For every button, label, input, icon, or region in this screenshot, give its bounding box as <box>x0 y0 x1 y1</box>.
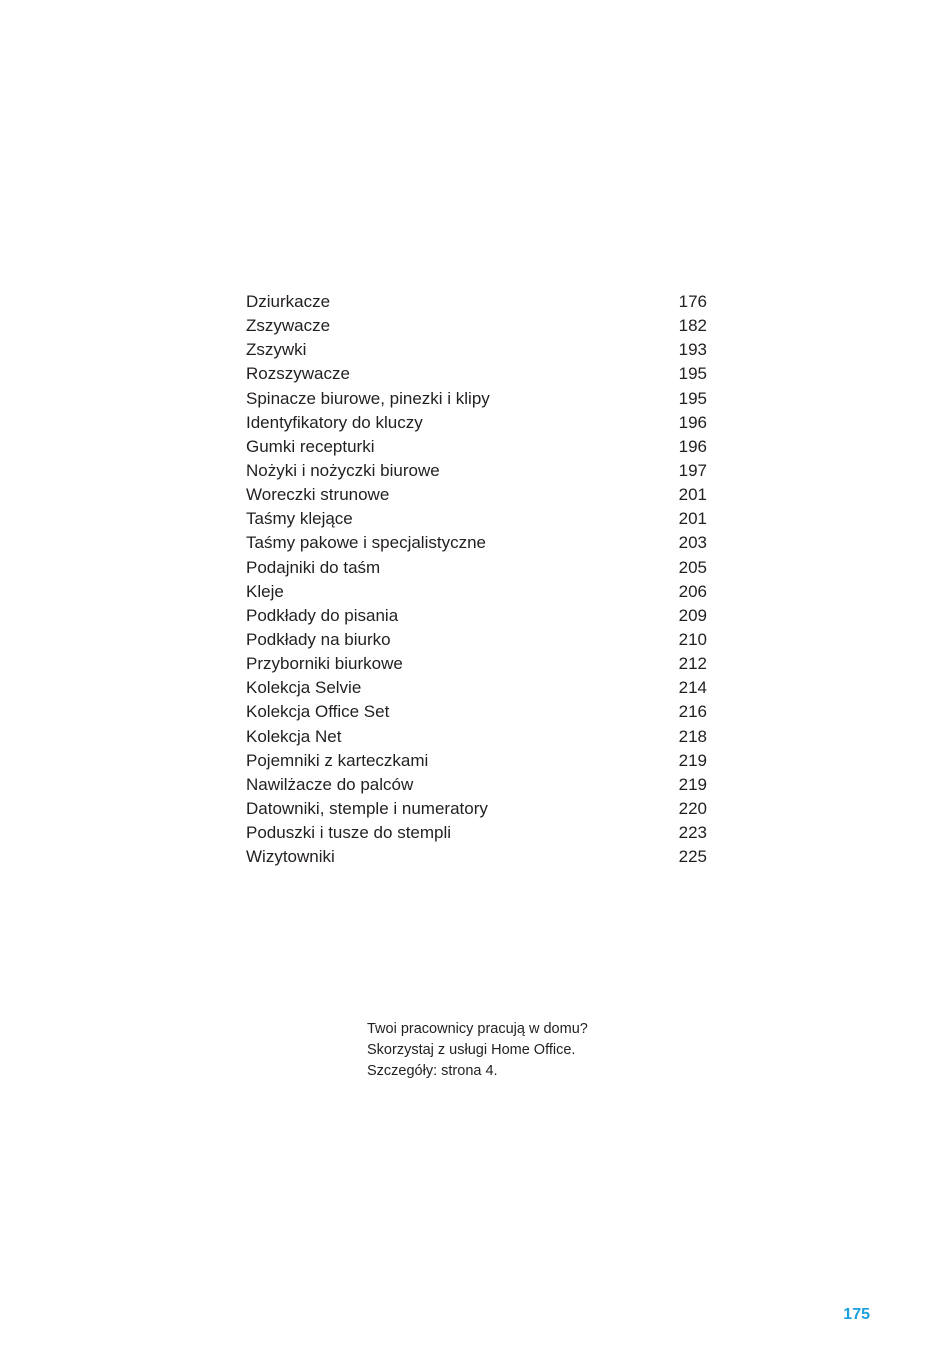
toc-entry[interactable] <box>246 773 707 797</box>
toc-entry-page: 201 <box>678 485 707 505</box>
toc-entry-title: Podkłady na biurko <box>246 629 391 649</box>
toc-entry[interactable] <box>246 556 707 580</box>
toc-entry-title: Taśmy pakowe i specjalistyczne <box>246 533 486 553</box>
toc-entry-page: 218 <box>678 726 707 746</box>
toc-entry-title: Datowniki, stemple i numeratory <box>246 798 488 818</box>
toc-entry-page: 195 <box>678 388 707 408</box>
toc-entry[interactable] <box>246 725 707 749</box>
toc-entry[interactable] <box>246 652 707 676</box>
toc-entry-title: Kolekcja Net <box>246 726 342 746</box>
toc-entry-title: Nawilżacze do palców <box>246 774 414 794</box>
toc-entry-title: Rozszywacze <box>246 364 350 384</box>
toc-entry-page: 225 <box>678 847 707 867</box>
toc-entry-page: 206 <box>678 581 707 601</box>
toc-entry-page: 205 <box>678 557 707 577</box>
toc-entry-title: Kleje <box>246 581 284 601</box>
home-office-note-line: Szczegóły: strona 4. <box>367 1063 498 1079</box>
toc-entry[interactable] <box>246 483 707 507</box>
toc-entry[interactable] <box>246 821 707 845</box>
toc-entry-title: Gumki recepturki <box>246 436 375 456</box>
toc-entry-title: Podkłady do pisania <box>246 605 399 625</box>
toc-entry[interactable] <box>246 604 707 628</box>
toc-entry-title: Identyfikatory do kluczy <box>246 412 423 432</box>
toc-entry-title: Spinacze biurowe, pinezki i klipy <box>246 388 490 408</box>
toc-entry-title: Zszywki <box>246 340 307 360</box>
toc-entry-page: 219 <box>678 774 707 794</box>
toc-entry-title: Dziurkacze <box>246 292 331 311</box>
toc-entry[interactable] <box>246 387 707 411</box>
toc-entry-page: 220 <box>678 798 707 818</box>
toc-entry[interactable] <box>246 507 707 531</box>
toc-entry-title: Kolekcja Office Set <box>246 702 390 722</box>
toc-entry[interactable] <box>246 676 707 700</box>
toc-entry-page: 216 <box>678 702 707 722</box>
toc-entry-title: Taśmy klejące <box>246 509 353 529</box>
toc-entry-page: 203 <box>678 533 707 553</box>
toc-entry[interactable] <box>246 338 707 362</box>
toc-entry-title: Poduszki i tusze do stempli <box>246 823 452 843</box>
toc-entry[interactable] <box>246 749 707 773</box>
toc-entry-page: 214 <box>678 678 707 698</box>
toc-entry[interactable] <box>246 459 707 483</box>
page-number: 175 <box>843 1306 870 1323</box>
toc-entry-page: 176 <box>678 292 707 311</box>
toc-entry-title: Zszywacze <box>246 316 331 336</box>
toc-entry-page: 212 <box>678 654 707 674</box>
toc-entry-page: 210 <box>678 629 707 649</box>
toc-entry[interactable] <box>246 435 707 459</box>
toc-entry[interactable] <box>246 797 707 821</box>
toc-entry[interactable] <box>246 290 707 314</box>
toc-entry-page: 193 <box>678 340 707 360</box>
toc-entry[interactable] <box>246 700 707 724</box>
toc-entry-page: 219 <box>678 750 707 770</box>
toc-entry-title: Przyborniki biurkowe <box>246 654 403 674</box>
toc-entry-page: 182 <box>678 316 707 336</box>
toc-entry-title: Pojemniki z karteczkami <box>246 750 429 770</box>
toc-entry-title: Nożyki i nożyczki biurowe <box>246 460 440 480</box>
toc-entry[interactable] <box>246 362 707 386</box>
toc-entry[interactable] <box>246 411 707 435</box>
toc-entry[interactable] <box>246 531 707 555</box>
home-office-note <box>367 1019 588 1082</box>
toc-entry-title: Kolekcja Selvie <box>246 678 362 698</box>
toc-entry-page: 201 <box>678 509 707 529</box>
toc-entry-page: 196 <box>678 436 707 456</box>
toc-entry-title: Podajniki do taśm <box>246 557 381 577</box>
toc-entry-title: Wizytowniki <box>246 847 335 867</box>
toc-entry[interactable] <box>246 628 707 652</box>
toc-entry[interactable] <box>246 845 707 869</box>
home-office-note-line: Skorzystaj z usługi Home Office. <box>367 1042 576 1058</box>
toc-entry[interactable] <box>246 314 707 338</box>
home-office-note-line: Twoi pracownicy pracują w domu? <box>367 1021 588 1037</box>
table-of-contents <box>246 290 707 869</box>
toc-entry-page: 195 <box>678 364 707 384</box>
toc-entry[interactable] <box>246 580 707 604</box>
toc-entry-page: 223 <box>678 823 707 843</box>
toc-entry-page: 209 <box>678 605 707 625</box>
toc-entry-page: 197 <box>678 460 707 480</box>
toc-entry-page: 196 <box>678 412 707 432</box>
toc-entry-title: Woreczki strunowe <box>246 485 390 505</box>
